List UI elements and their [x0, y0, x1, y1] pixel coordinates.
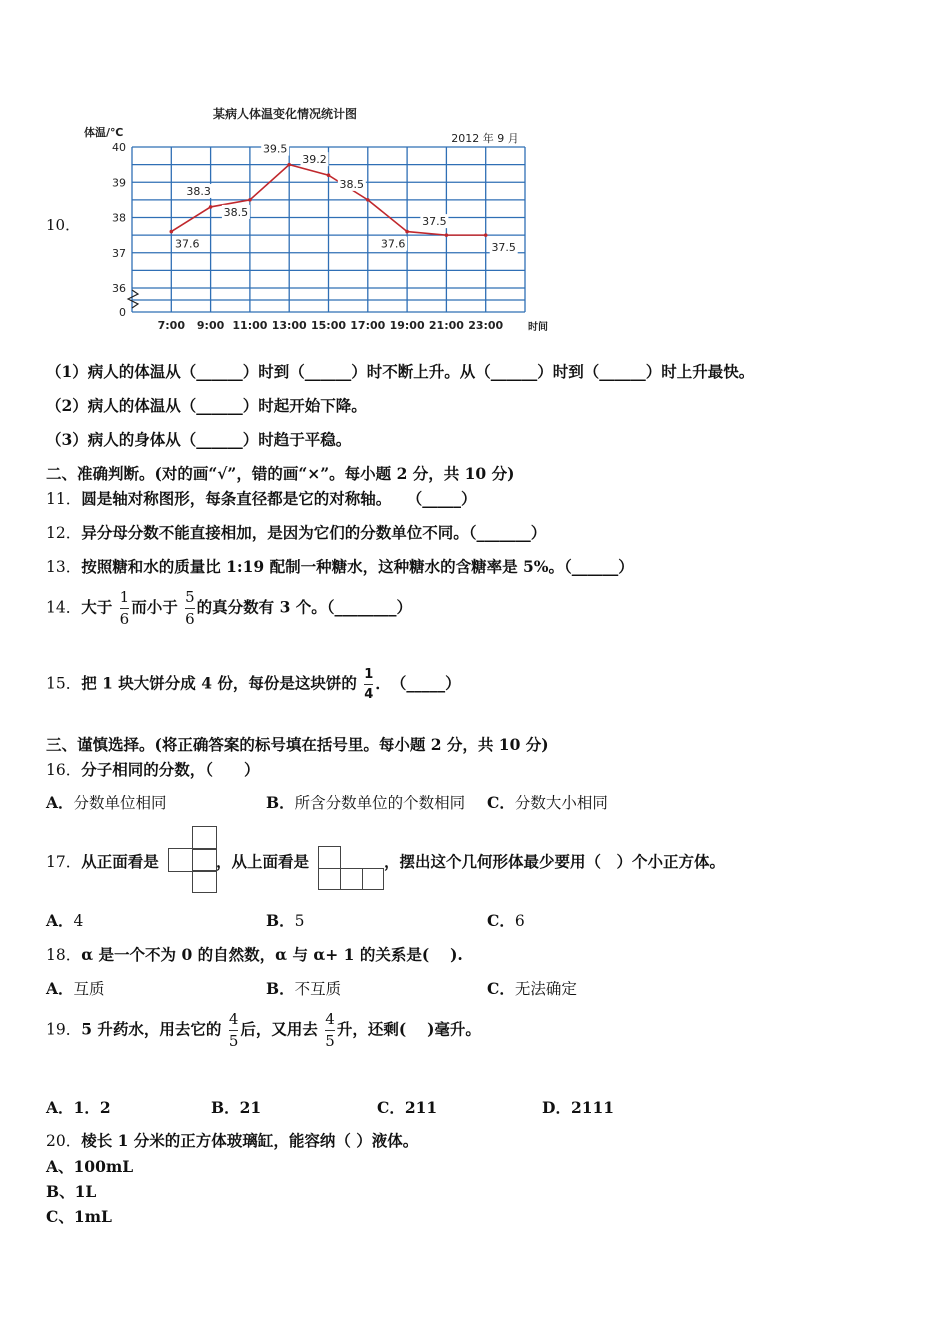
q14	[46, 590, 412, 627]
q19-post: 升，还剩( )毫升。	[336, 1019, 481, 1039]
q12-text: 异分母分数不能直接相加，是因为它们的分数单位不同。	[81, 523, 469, 542]
q12-answer-blank[interactable]: （_______）	[468, 523, 547, 542]
q19-pre: 5 升药水，用去它的	[81, 1019, 222, 1039]
q19-mid: 后，又用去	[240, 1019, 318, 1039]
y-axis-label: 体温/℃	[84, 126, 124, 139]
data-label: 39.2	[302, 153, 327, 167]
q16-number: 16．	[46, 761, 82, 779]
q16-option-a[interactable]: A．分数单位相同	[46, 793, 167, 812]
q10-line-2: （2）病人的体温从（______）时起开始下降。	[46, 396, 367, 415]
x-tick-label: 9:00	[196, 319, 225, 332]
data-point	[484, 233, 488, 237]
q17	[46, 850, 159, 872]
front-view-figure	[168, 826, 216, 892]
data-point	[248, 198, 252, 202]
q14-fraction-2: $\frac{5}{6}$	[185, 588, 195, 628]
q15-pre: 把 1 块大饼分成 4 份，每份是这块饼的	[81, 673, 357, 693]
y-tick-label: 38	[112, 211, 126, 225]
y-tick-label: 0	[119, 306, 126, 319]
q13	[46, 555, 634, 577]
q20-option-b[interactable]: B、1L	[46, 1182, 97, 1201]
q14-number: 14．	[46, 598, 82, 617]
q13-number: 13．	[46, 558, 82, 576]
q19-number: 19．	[46, 1020, 82, 1039]
q18-option-c[interactable]: C．无法确定	[487, 979, 577, 998]
y-tick-label: 36	[112, 282, 126, 295]
q18	[46, 943, 463, 965]
top-view-figure	[318, 846, 384, 890]
q20-option-a[interactable]: A、100mL	[46, 1157, 134, 1176]
data-label: 37.6	[175, 237, 200, 251]
q18-option-b[interactable]: B．不互质	[266, 979, 342, 998]
q16-option-c[interactable]: C．分数大小相同	[487, 793, 608, 812]
q12	[46, 521, 546, 543]
q19-option-a[interactable]: A．1．2	[46, 1098, 111, 1117]
q13-text: 按照糖和水的质量比 1:19 配制一种糖水，这种糖水的含糖率是 5%。	[81, 557, 565, 576]
x-axis-label: 时间	[528, 322, 548, 333]
q19	[46, 1012, 481, 1049]
q11-text: 圆是轴对称图形，每条直径都是它的对称轴。	[81, 489, 384, 508]
q20-option-c[interactable]: C、1mL	[46, 1207, 112, 1226]
q17-mid: ，从上面看是	[216, 852, 310, 871]
q17-option-b[interactable]: B．5	[266, 911, 305, 930]
chart-subtitle: 2012 年 9 月	[451, 132, 519, 145]
q11-number: 11．	[46, 490, 82, 508]
q20-number: 20．	[46, 1132, 82, 1150]
q18-option-a[interactable]: A．互质	[46, 979, 105, 998]
y-tick-label: 39	[112, 176, 126, 190]
x-tick-label: 23:00	[468, 319, 504, 332]
x-tick-label: 17:00	[350, 319, 386, 332]
data-label: 38.5	[339, 177, 365, 191]
q14-post: 的真分数有 3 个。	[196, 597, 327, 617]
x-tick-label: 7:00	[157, 319, 185, 332]
q15-number: 15．	[46, 674, 82, 693]
data-label: 37.5	[422, 215, 447, 229]
q11	[46, 487, 477, 509]
q15	[46, 668, 461, 701]
chart-title: 某病人体温变化情况统计图	[212, 107, 358, 121]
x-tick-label: 11:00	[232, 319, 268, 332]
x-tick-label: 13:00	[271, 319, 307, 332]
section3-heading: 三、谨慎选择。(将正确答案的标号填在括号里。每小题 2 分，共 10 分)	[46, 735, 549, 754]
q14-mid: 而小于	[131, 597, 178, 617]
q20	[46, 1129, 418, 1151]
axis-break-icon	[128, 290, 138, 308]
data-label: 38.3	[186, 184, 211, 198]
q14-fraction-1: $\frac{1}{6}$	[119, 588, 130, 628]
data-point	[405, 230, 409, 234]
section2-heading: 二、准确判断。(对的画“√”，错的画“×”。每小题 2 分，共 10 分)	[46, 464, 515, 483]
q10-line-3: （3）病人的身体从（______）时趋于平稳。	[46, 430, 352, 449]
q19-option-d[interactable]: D．2111	[542, 1098, 615, 1117]
q12-number: 12．	[46, 524, 82, 542]
data-point	[445, 233, 449, 237]
q10-number: 10．	[46, 216, 81, 234]
q14-answer-blank[interactable]: （________）	[326, 597, 413, 617]
data-label: 38.5	[223, 205, 249, 219]
x-tick-label: 19:00	[389, 319, 425, 332]
data-label: 37.5	[491, 241, 516, 255]
data-label: 37.6	[380, 237, 406, 251]
q15-answer-blank[interactable]: （_____）	[398, 673, 461, 693]
q19-fraction-1: $\frac{4}{5}$	[228, 1010, 239, 1050]
y-tick-label: 40	[112, 141, 126, 154]
q17-post: ，摆出这个几何形体最少要用（ ）个小正方体。	[384, 852, 726, 871]
q18-text: α 是一个不为 0 的自然数，α 与 α+ 1 的关系是( ).	[81, 945, 463, 964]
q11-answer-blank[interactable]: （_____）	[414, 489, 477, 508]
x-tick-label: 15:00	[310, 319, 347, 332]
q17-option-c[interactable]: C．6	[487, 911, 525, 930]
data-point	[170, 230, 174, 234]
temperature-line-chart	[80, 100, 550, 340]
data-label: 39.5	[262, 142, 288, 156]
q19-fraction-2: $\frac{4}{5}$	[325, 1010, 335, 1050]
q17-number: 17．	[46, 853, 82, 871]
q15-post: ．	[375, 673, 384, 693]
q19-option-c[interactable]: C．211	[377, 1098, 438, 1117]
q17-option-a[interactable]: A．4	[46, 911, 84, 930]
data-point	[287, 163, 291, 167]
y-tick-label: 37	[112, 246, 126, 260]
x-tick-label: 21:00	[428, 319, 464, 332]
q20-text: 棱长 1 分米的正方体玻璃缸，能容纳（ ）液体。	[81, 1131, 419, 1150]
q18-number: 18．	[46, 946, 82, 964]
q14-pre: 大于	[81, 597, 113, 617]
q16	[46, 758, 260, 780]
data-point	[366, 198, 370, 202]
q17-pre: 从正面看是	[81, 852, 159, 871]
q13-answer-blank[interactable]: （______）	[564, 557, 634, 576]
q19-option-b[interactable]: B．21	[211, 1098, 262, 1117]
q15-fraction: $\frac{1}{4}$	[364, 667, 374, 702]
q16-option-b[interactable]: B．所含分数单位的个数相同	[266, 793, 466, 812]
data-point	[327, 173, 331, 177]
q10-line-1: （1）病人的体温从（______）时到（______）时不断上升。从（______）时到（______）时上升最快。	[46, 362, 755, 381]
q16-text: 分子相同的分数，（ ）	[81, 760, 260, 779]
data-point	[209, 205, 213, 209]
